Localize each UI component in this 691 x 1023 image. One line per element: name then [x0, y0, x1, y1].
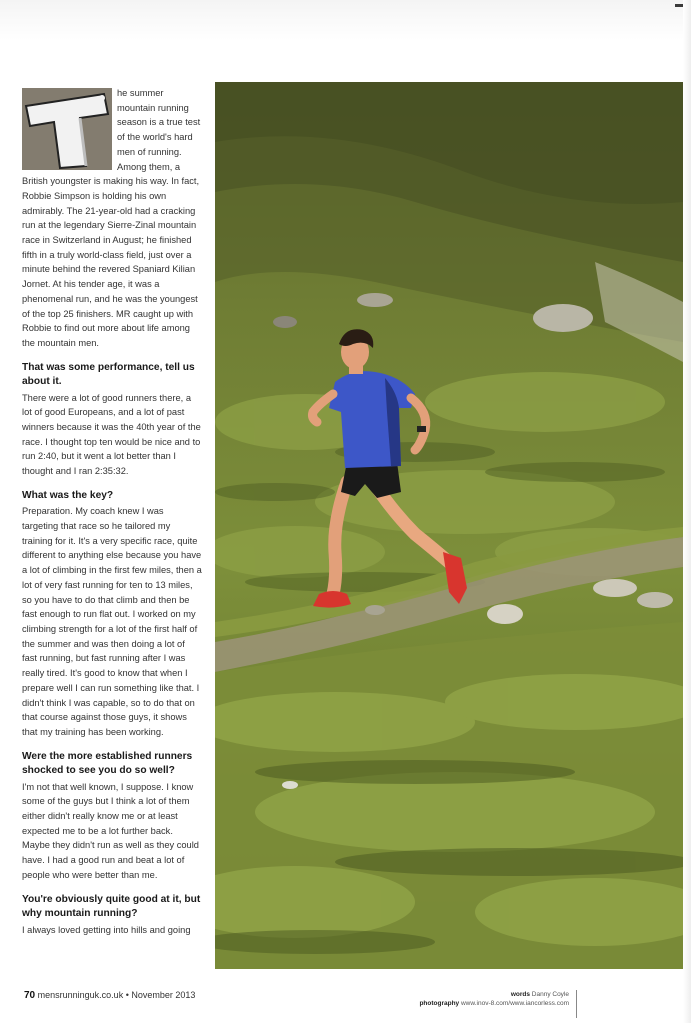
- article-column: [22, 86, 202, 947]
- dropcap-letter-image: [22, 88, 112, 170]
- article-intro: he summer mountain running season is a true test of the world's hard men of running. Among them, a British youngster is making his way. In fact, Robbie Simpson is holding his own admirably. The 21-year-old had a cracking run at the legendary Sierre-Zinal mountain race in Switzerland in August; he finished fifth in a truly world-class field, just over a minute behind the revered Spaniard Kilian Jornet. At his tender age, it was a phenomenal run, and he was the youngest of the top 25 finishers. MR caught up with Robbie to find out more about life among the mountain men.: [22, 88, 201, 348]
- words-credit: [419, 990, 569, 999]
- answer-4: I always loved getting into hills and going: [22, 924, 191, 935]
- footer-issue: November 2013: [131, 990, 196, 1000]
- runner-photo: [215, 82, 683, 969]
- answer-2: Preparation. My coach knew I was targeting that race so he tailored my training for it. It's a very specific race, quite different to anything else because you have a lot of climbing in the first few miles, then a lot of very fast running for ten to 13 miles, so you have to do that climb and then be fast enough to run flat out. I worked on my climbing strength for a lot of the first half of the summer and was then doing a lot of fast running, but fast running after I was really tired. It's good to know that when I prepare well I can run something like that. I didn't think I was capable, so to do that on that course against those guys, it shows that my training has been working.: [22, 506, 202, 737]
- photo-label: photography: [419, 1000, 460, 1007]
- photo-credit: [419, 999, 569, 1008]
- page-edge-shadow: [683, 0, 691, 1023]
- answer-3: I'm not that well known, I suppose. I know some of the guys but I think a lot of them either didn't really know me or at least expected me to be a lot further back. Maybe they didn't run as well as they could have. I had a good run and beat a lot of people who were better than me.: [22, 781, 199, 880]
- footer-site: mensrunninguk.co.uk: [37, 990, 124, 1000]
- words-label: words: [510, 991, 530, 998]
- footer-separator: •: [125, 990, 129, 1000]
- credits: [419, 990, 569, 1008]
- words-value: Danny Coyle: [531, 991, 569, 998]
- question-2: What was the key?: [22, 489, 114, 501]
- page-footer: [24, 990, 195, 1001]
- photo-value: www.inov-8.com/www.iancorless.com: [460, 1000, 569, 1007]
- question-4: You're obviously quite good at it, but why mountain running?: [22, 893, 201, 920]
- answer-1: There were a lot of good runners there, a lot of good Europeans, and a lot of past winners because it was the 40th year of the race. I thought top ten would be nice and to run 2:40, but it went a lot better than I thought and I ran 2:35:32.: [22, 392, 201, 477]
- question-3: Were the more established runners shocked to see you do so well?: [22, 750, 193, 777]
- page-top-band: [0, 0, 691, 40]
- footer-divider: [576, 990, 577, 1018]
- question-1: That was some performance, tell us about it.: [22, 361, 195, 388]
- page-number: 70: [24, 990, 36, 1001]
